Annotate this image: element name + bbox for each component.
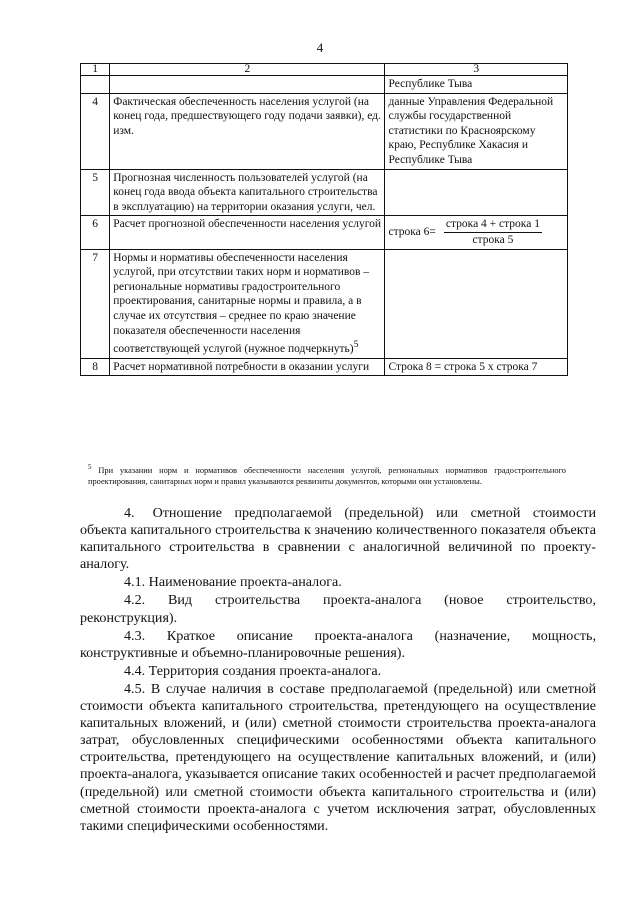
table-header-row: [81, 64, 568, 76]
table-row: [81, 249, 568, 358]
table-row: [81, 358, 568, 376]
row-number: 5: [81, 169, 110, 216]
row-description: Фактическая обеспеченность населения услугой (на конец года, предшествующего году подачи заявки), ед. изм.: [110, 93, 385, 169]
header-cell-1: 1: [81, 64, 110, 76]
table-row: [81, 93, 568, 169]
footnote-reference: 5: [353, 339, 359, 351]
row-description: [110, 76, 385, 94]
row-description-text: Нормы и нормативы обеспеченности населения услугой, при отсутствии таких норм и нормативов – региональные нормативы градостроительного проектирования, санитарные нормы и правила, а в случае их отсутствия – среднее по краю значение показателя обеспеченности населения соответствующей услугой (нужное подчеркнуть): [113, 251, 370, 355]
row-value: [385, 169, 568, 216]
header-cell-3: 3: [385, 64, 568, 76]
paragraph-4-5: 4.5. В случае наличия в составе предполагаемой (предельной) или сметной стоимости объекта капитального строительства, претендующего на осуществление капитальных вложений, и (или) сметной стоимости строительства проекта-аналога затрат, обусловленных специфическими особенностями объекта капитального строительства, претендующего на осуществление капитальных вложений, и (или) проекта-аналога, указывается описание таких особенностей и расчет предполагаемой (предельной) или сметной стоимости объекта капитального строительства и (или) сметной стоимости проекта-аналога с учетом исключения затрат, обусловленных такими специфическими особенностями.: [80, 680, 596, 834]
paragraph-4-1: 4.1. Наименование проекта-аналога.: [124, 574, 342, 591]
paragraph-4-text: Отношение предполагаемой (предельной) или сметной стоимости объекта капитального строительства к значению количественного показателя объекта капитального строительства в сравнении с аналогичной величиной по проекту-аналогу.: [80, 505, 596, 573]
formula-prefix: строка 6=: [388, 226, 436, 239]
header-cell-2: 2: [110, 64, 385, 76]
row-number: 4: [81, 93, 110, 169]
row-description: Прогнозная численность пользователей услугой (на конец года ввода объекта капитального строительства в эксплуатацию) на территории оказания услуги, чел.: [110, 169, 385, 216]
row-description: Расчет прогнозной обеспеченности населения услугой: [110, 216, 385, 249]
indicator-table: [80, 63, 568, 376]
page-number: 4: [316, 40, 324, 55]
row-number: 8: [81, 358, 110, 376]
formula-fraction: [444, 217, 542, 247]
paragraph-4-3: 4.3. Краткое описание проекта-аналога (назначение, мощность, конструктивные и объемно-планировочные решения).: [80, 627, 596, 661]
row-value: [385, 249, 568, 358]
formula-numerator: строка 4 + строка 1: [444, 217, 542, 233]
paragraph-4-2: 4.2. Вид строительства проекта-аналога (новое строительство, реконструкция).: [80, 592, 596, 626]
body-text: [80, 505, 596, 835]
row-value: Строка 8 = строка 5 х строка 7: [385, 358, 568, 376]
row-value: данные Управления Федеральной службы государственной статистики по Красноярскому краю, Республике Хакасия и Республике Тыва: [385, 93, 568, 169]
row-description: [110, 249, 385, 358]
footnote-mark: 5: [88, 463, 92, 471]
row-value: Республике Тыва: [385, 76, 568, 94]
paragraph-4: [80, 505, 596, 573]
formula-denominator: строка 5: [472, 233, 514, 246]
row-number: 6: [81, 216, 110, 249]
table-row: [81, 169, 568, 216]
table-row: [81, 216, 568, 249]
footnote-text: При указании норм и нормативов обеспеченности населения услугой, региональных нормативов градостроительного проектирования, санитарных норм и правил указываются реквизиты документов, которыми они установлены.: [88, 465, 566, 486]
footnote: [88, 462, 566, 487]
row-value-formula: [385, 216, 568, 249]
table-row: [81, 76, 568, 94]
paragraph-4-4: 4.4. Территория создания проекта-аналога.: [124, 662, 382, 679]
paragraph-4-number: 4.: [124, 505, 135, 521]
formula: [388, 217, 564, 247]
row-description: Расчет нормативной потребности в оказании услуги: [110, 358, 385, 376]
row-number: 7: [81, 249, 110, 358]
row-number: [81, 76, 110, 94]
